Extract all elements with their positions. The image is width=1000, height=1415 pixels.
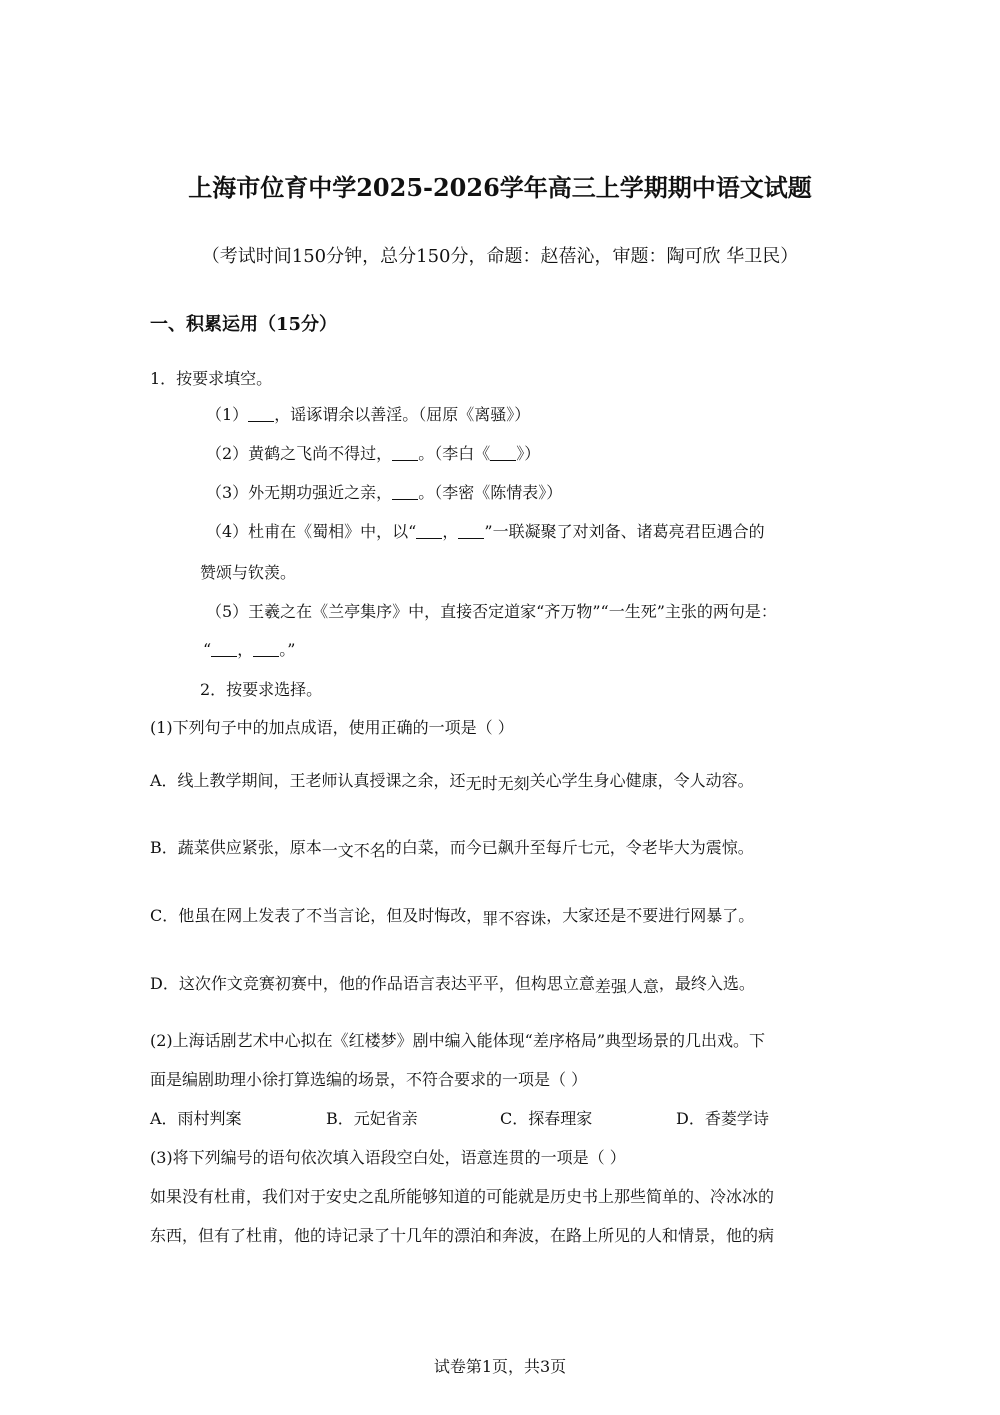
option-text: 关心学生身心健康，令人动容。: [529, 771, 754, 790]
q1-item-1-suffix: ，谣诼谓余以善淫。（屈原《离骚》）: [274, 405, 531, 424]
q1-item-5-close-quote: 。”: [279, 640, 296, 659]
q2-sub1-stem: (1)下列句子中的加点成语，使用正确的一项是（ ）: [150, 718, 514, 737]
q2-sub1-option-d: [150, 974, 755, 994]
q2-sub2-option-b: B．元妃省亲: [326, 1109, 418, 1128]
option-text: C．他虽在网上发表了不当言论，但及时悔改，: [150, 906, 483, 925]
answer-blank: [416, 524, 442, 539]
answer-blank: [490, 446, 516, 461]
question-1-stem: 1．按要求填空。: [150, 369, 273, 388]
q2-sub3-passage-line-1: 如果没有杜甫，我们对于安史之乱所能够知道的可能就是历史书上那些简单的、冷冰冰的: [150, 1187, 775, 1206]
q1-item-3-prefix: （3）外无期功强近之亲，: [206, 483, 393, 502]
exam-subtitle: （考试时间150分钟，总分150分，命题：赵蓓沁，审题：陶可欣 华卫民）: [201, 246, 799, 267]
dotted-idiom: 无时无刻: [465, 774, 530, 793]
q1-item-2-prefix: （2）黄鹤之飞尚不得过，: [206, 444, 393, 463]
answer-blank: [211, 642, 237, 657]
q1-item-1: [206, 405, 530, 425]
q1-item-3-suffix: 。（李密《陈情表》）: [418, 483, 563, 502]
q1-item-5: （5）王羲之在《兰亭集序》中，直接否定道家“齐万物”“一生死”主张的两句是：: [206, 602, 777, 621]
answer-blank: [458, 524, 484, 539]
q2-sub3-passage-line-2: 东西，但有了杜甫，他的诗记录了十几年的漂泊和奔波，在路上所见的人和情景，他的病: [150, 1226, 775, 1245]
q2-sub2-stem-line-2: 面是编剧助理小徐打算选编的场景，不符合要求的一项是（ ）: [150, 1070, 588, 1089]
option-text: B．蔬菜供应紧张，原本: [150, 838, 322, 857]
q1-item-4-suffix: ”一联凝聚了对刘备、诸葛亮君臣遇合的: [484, 522, 765, 541]
question-2-stem: 2．按要求选择。: [200, 680, 323, 699]
q1-item-4-prefix: （4）杜甫在《蜀相》中，以“: [206, 522, 417, 541]
q2-sub1-option-a: [150, 771, 754, 791]
q1-item-3: [206, 483, 562, 503]
q2-sub1-option-b: [150, 838, 754, 858]
q1-item-4: [206, 522, 765, 542]
option-text: A．线上教学期间，王老师认真授课之余，还: [150, 771, 466, 790]
q1-item-5-open-quote: “: [203, 640, 212, 659]
q1-item-4-continuation: 赞颂与钦羡。: [200, 563, 297, 582]
dotted-idiom: 差强人意: [594, 977, 659, 996]
answer-blank: [392, 485, 418, 500]
q2-sub2-option-a: A．雨村判案: [150, 1109, 242, 1128]
dotted-idiom: 罪不容诛: [482, 909, 547, 928]
q2-sub2-option-c: C．探春理家: [500, 1109, 593, 1128]
q1-item-2-suffix: 。（李白《: [418, 444, 491, 463]
q1-item-5-answer-line: [203, 640, 295, 660]
page-footer: 试卷第1页，共3页: [433, 1357, 567, 1376]
section-heading: 一、积累运用（15分）: [150, 314, 338, 335]
option-text: D．这次作文竞赛初赛中，他的作品语言表达平平，但构思立意: [150, 974, 595, 993]
q2-sub3-stem: (3)将下列编号的语句依次填入语段空白处，语意连贯的一项是（ ）: [150, 1148, 626, 1167]
q2-sub2-option-d: D．香菱学诗: [676, 1109, 769, 1128]
answer-blank: [248, 407, 274, 422]
option-text: ，最终入选。: [658, 974, 755, 993]
option-text: ，大家还是不要进行网暴了。: [546, 906, 755, 925]
q2-sub1-option-c: [150, 906, 754, 926]
q1-item-4-mid: ，: [442, 522, 459, 541]
q1-item-2-suffix-2: 》）: [516, 444, 541, 463]
q1-item-2: [206, 444, 540, 464]
exam-title: 上海市位育中学2025-2026学年高三上学期期中语文试题: [188, 173, 812, 202]
answer-blank: [392, 446, 418, 461]
q1-item-5-mid: ，: [237, 640, 254, 659]
q2-sub2-stem-line-1: (2)上海话剧艺术中心拟在《红楼梦》剧中编入能体现“差序格局”典型场景的几出戏。下: [150, 1031, 766, 1050]
q1-item-1-prefix: （1）: [206, 405, 249, 424]
dotted-idiom: 一文不名: [321, 841, 386, 860]
answer-blank: [253, 642, 279, 657]
option-text: 的白菜，而今已飙升至每斤七元，令老毕大为震惊。: [385, 838, 754, 857]
